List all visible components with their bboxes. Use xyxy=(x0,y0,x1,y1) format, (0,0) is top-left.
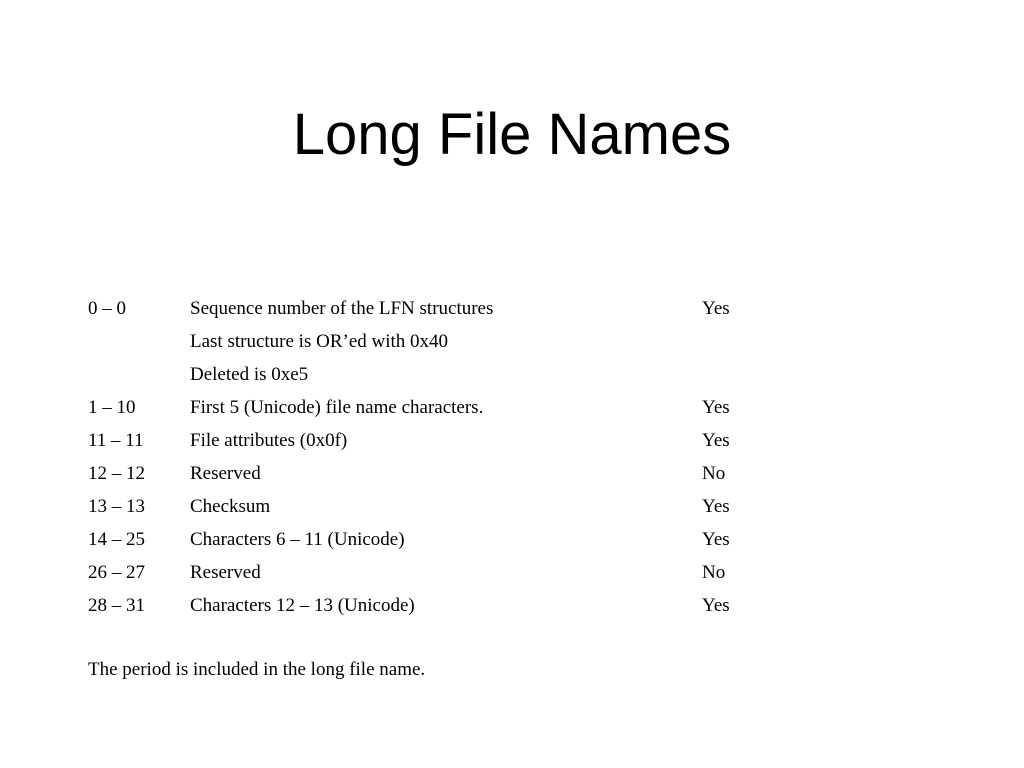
field-description: Characters 12 – 13 (Unicode) xyxy=(190,595,415,616)
field-flag: Yes xyxy=(702,298,730,319)
field-description: Reserved xyxy=(190,463,261,484)
field-flag: No xyxy=(702,562,726,583)
byte-offset: 13 – 13 xyxy=(88,496,145,517)
byte-offset: 11 – 11 xyxy=(88,430,144,451)
field-description: Characters 6 – 11 (Unicode) xyxy=(190,529,405,550)
field-description: Checksum xyxy=(190,496,271,517)
byte-offset: 14 – 25 xyxy=(88,529,145,550)
byte-offset: 12 – 12 xyxy=(88,463,145,484)
footnote: The period is included in the long file name. xyxy=(88,659,426,680)
field-flag: Yes xyxy=(702,430,730,451)
byte-offset: 0 – 0 xyxy=(88,298,126,319)
field-description: Sequence number of the LFN structures xyxy=(190,298,494,319)
field-description: Last structure is OR’ed with 0x40 xyxy=(190,331,449,352)
field-description: Deleted is 0xe5 xyxy=(190,364,309,385)
field-flag: Yes xyxy=(702,496,730,517)
field-flag: Yes xyxy=(702,529,730,550)
field-description: Reserved xyxy=(190,562,261,583)
byte-offset: 1 – 10 xyxy=(88,397,136,418)
byte-offset: 28 – 31 xyxy=(88,595,145,616)
field-description: First 5 (Unicode) file name characters. xyxy=(190,397,484,418)
field-flag: Yes xyxy=(702,595,730,616)
field-description: File attributes (0x0f) xyxy=(190,430,348,451)
byte-offset: 26 – 27 xyxy=(88,562,145,583)
field-flag: No xyxy=(702,463,726,484)
slide-title: Long File Names xyxy=(292,102,732,167)
field-flag: Yes xyxy=(702,397,730,418)
